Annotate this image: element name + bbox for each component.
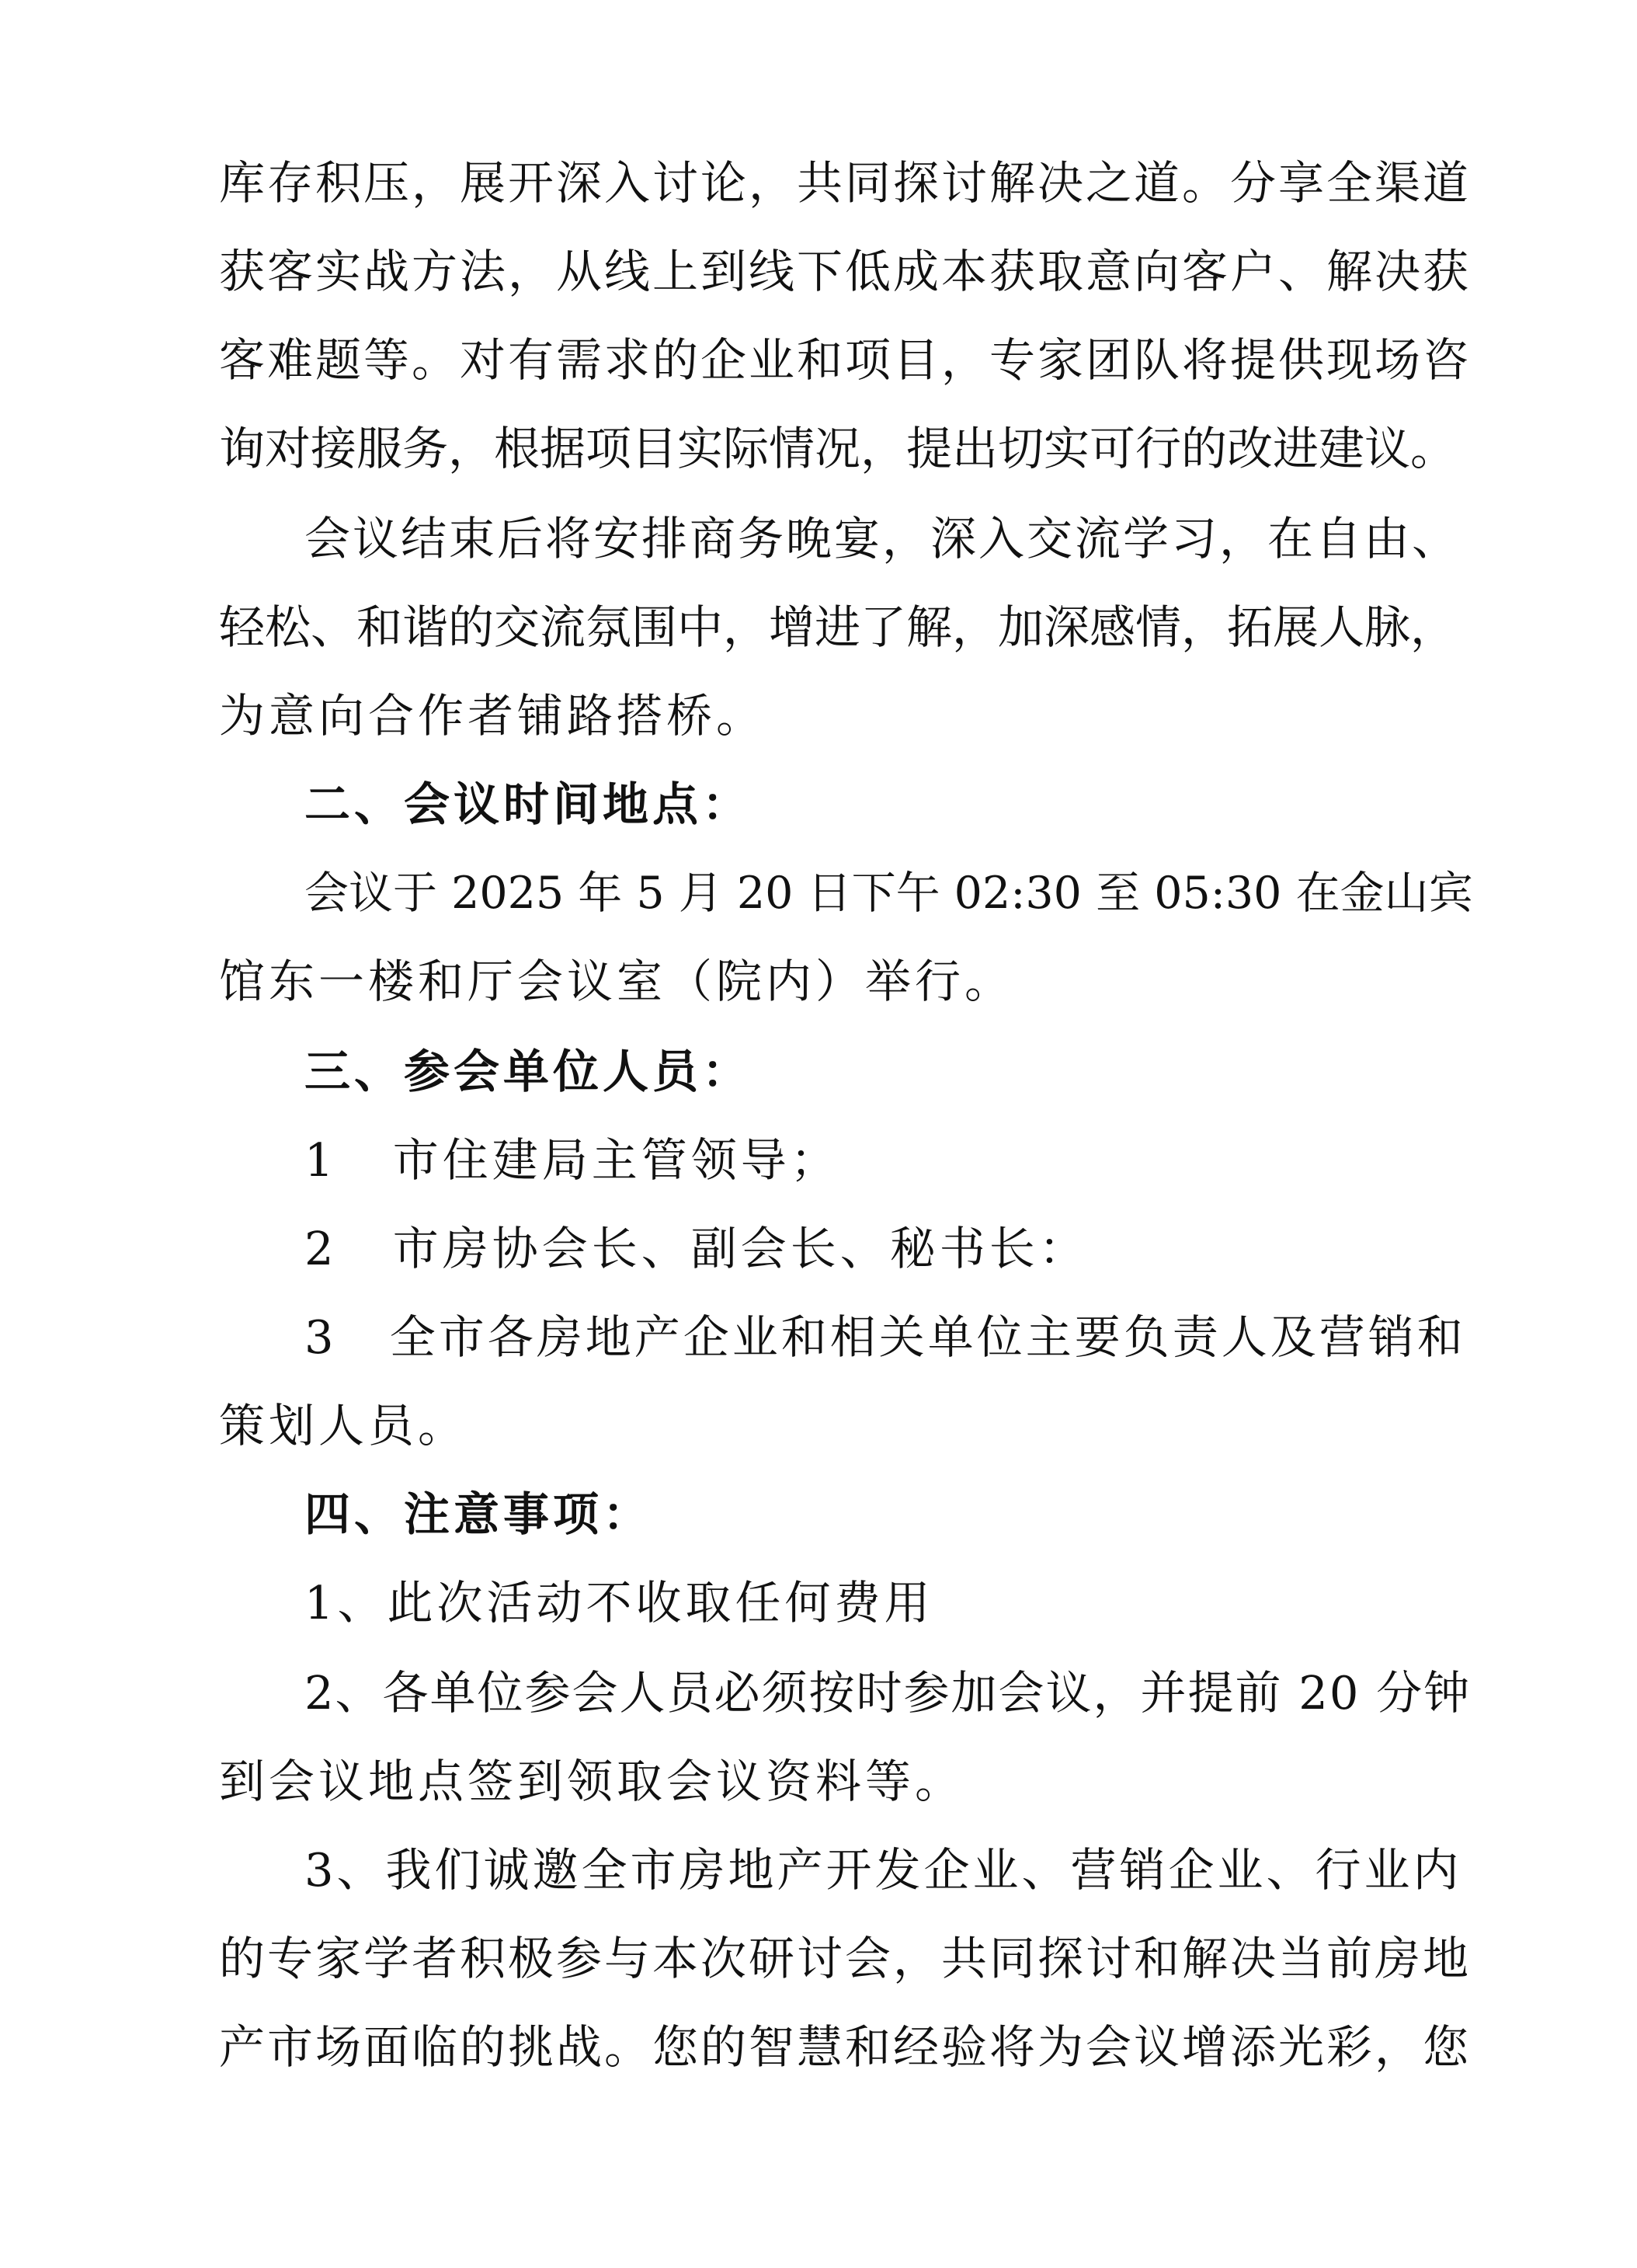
paragraph-line: 产市场面临的挑战。您的智慧和经验将为会议增添光彩，您 (219, 2020, 1472, 2074)
paragraph-line: 会议结束后将安排商务晚宴，深入交流学习，在自由、 (304, 512, 1461, 565)
paragraph-line: 获客实战方法，从线上到线下低成本获取意向客户、解决获 (219, 245, 1472, 298)
list-item: 3、我们诚邀全市房地产开发企业、营销企业、行业内 (304, 1843, 1462, 1897)
list-item: 2 市房协会长、副会长、秘书长： (304, 1222, 1089, 1275)
list-item: 1、此次活动不收取任何费用 (304, 1576, 934, 1630)
list-item: 3 全市各房地产企业和相关单位主要负责人及营销和 (304, 1310, 1466, 1364)
section-heading: 二、会议时间地点： (304, 777, 752, 831)
paragraph-line: 库存积压，展开深入讨论，共同探讨解决之道。分享全渠道 (219, 156, 1472, 210)
paragraph-line: 的专家学者积极参与本次研讨会，共同探讨和解决当前房地 (219, 1932, 1472, 1985)
section-heading: 四、注意事项： (304, 1487, 653, 1541)
list-item: 1 市住建局主管领导； (304, 1133, 840, 1187)
paragraph-line: 策划人员。 (219, 1399, 468, 1452)
paragraph-line: 馆东一楼和厅会议室（院内）举行。 (219, 955, 1015, 1008)
paragraph-line: 轻松、和谐的交流氛围中，增进了解，加深感情，拓展人脉， (219, 600, 1457, 654)
paragraph-line: 会议于 2025 年 5 月 20 日下午 02:30 至 05:30 在金山宾 (304, 868, 1473, 919)
paragraph-line: 客难题等。对有需求的企业和项目，专家团队将提供现场咨 (219, 333, 1472, 387)
section-heading: 三、参会单位人员： (304, 1045, 752, 1098)
paragraph-line: 询对接服务，根据项目实际情况，提出切实可行的改进建议。 (219, 422, 1457, 475)
paragraph-line: 到会议地点签到领取会议资料等。 (219, 1755, 965, 1808)
list-item: 2、各单位参会人员必须按时参加会议，并提前 20 分钟 (304, 1666, 1472, 1720)
paragraph-line: 为意向合作者铺路搭桥。 (219, 689, 766, 743)
